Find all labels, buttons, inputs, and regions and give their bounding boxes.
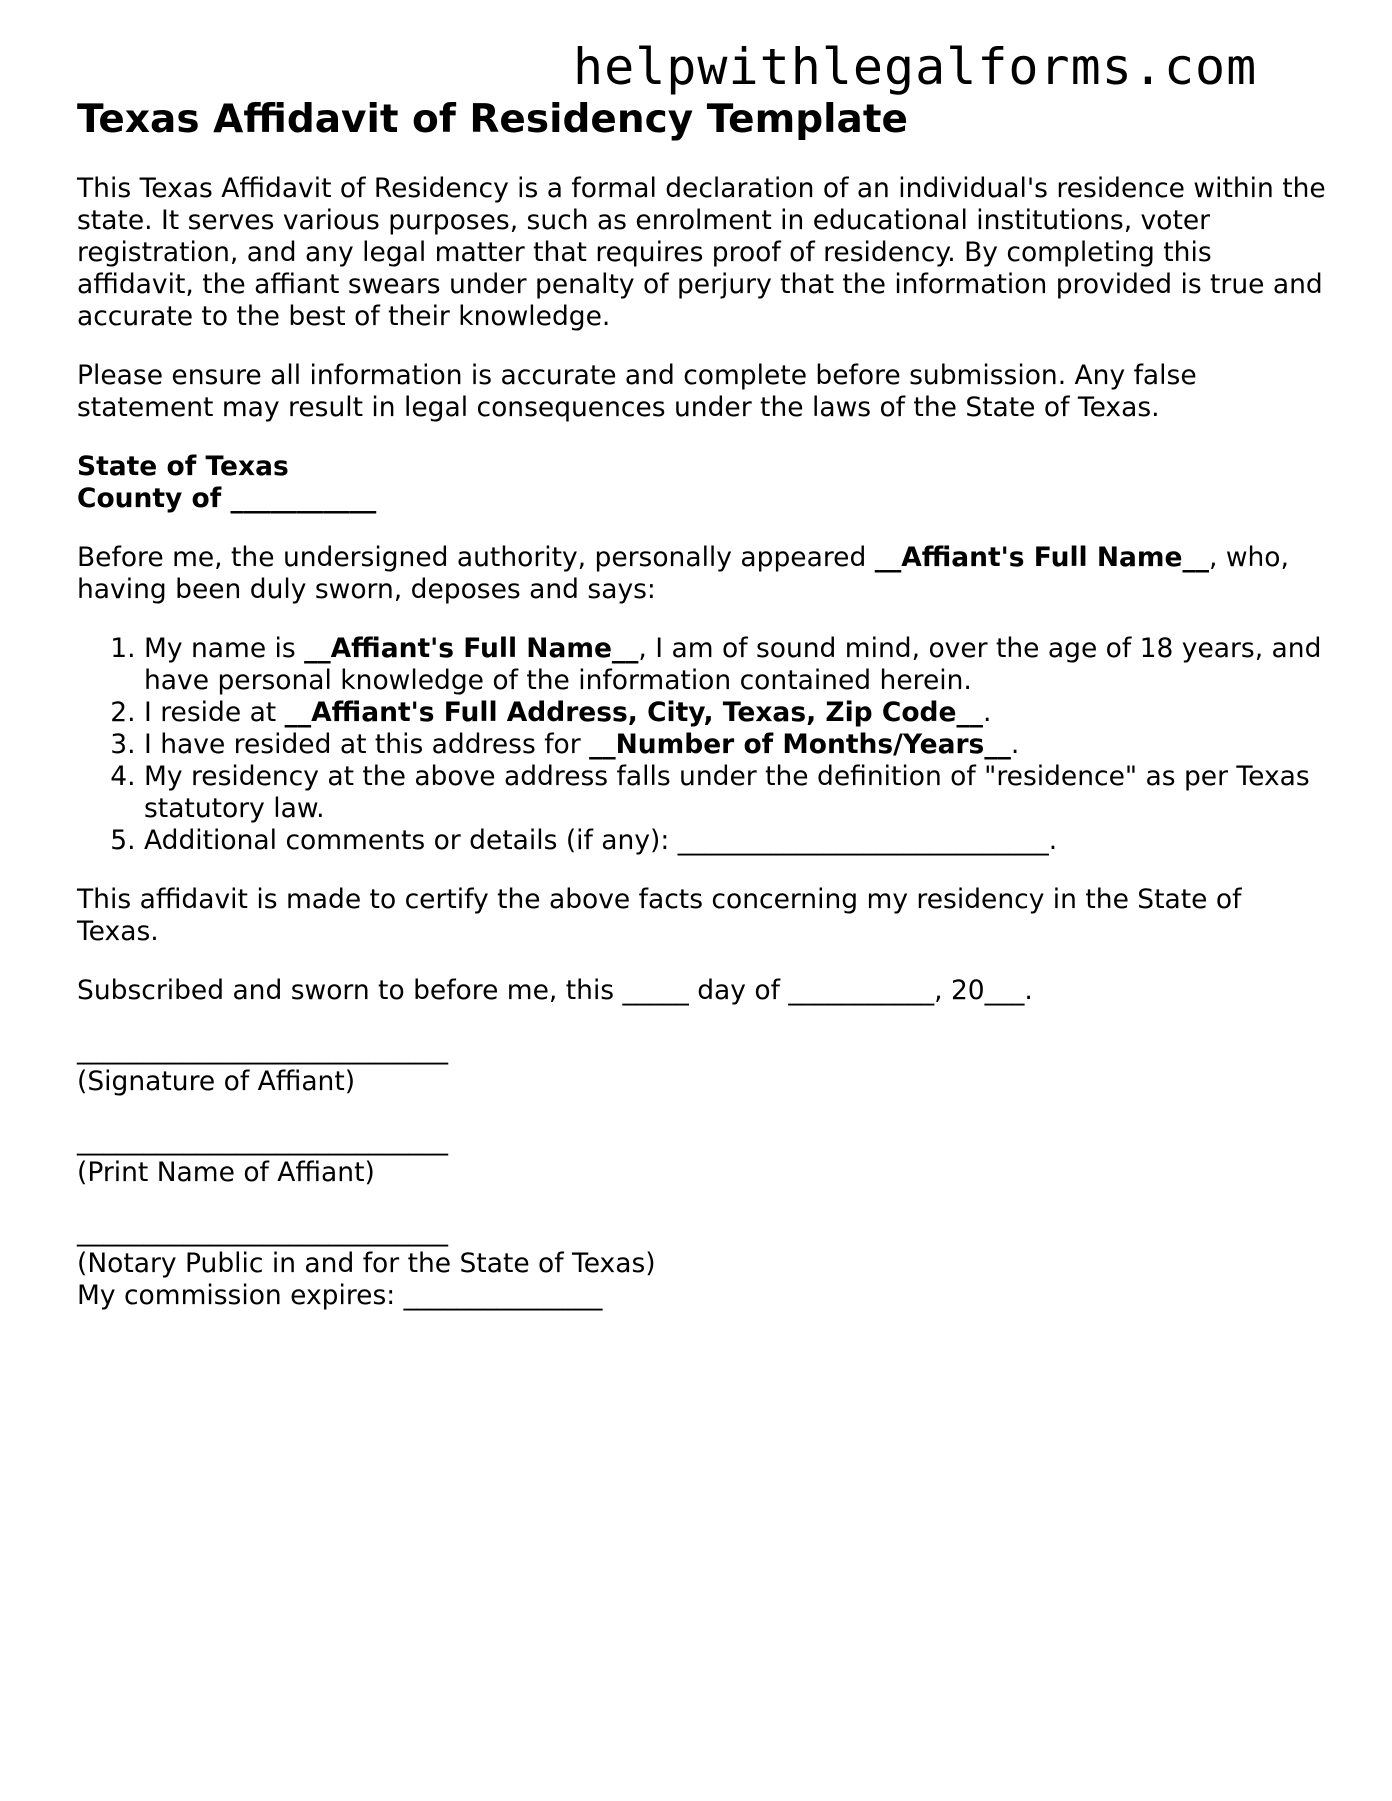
notary-block (77, 1216, 1327, 1312)
print-name-label: (Print Name of Affiant) (77, 1157, 375, 1188)
list-item (144, 729, 1327, 761)
print-name-line: ____________________________ (77, 1125, 448, 1156)
document-page (77, 96, 1327, 1312)
notary-signature-line: ____________________________ (77, 1216, 448, 1247)
statement-field: __Number of Months/Years__ (589, 729, 1011, 760)
accuracy-note: Please ensure all information is accurate and complete before submission. Any false statement may result in legal consequences under the laws of the State of Texas. (77, 360, 1197, 423)
statement-text: My name is (144, 633, 305, 664)
watermark-site-name: helpwithlegalforms.com (573, 38, 1258, 96)
state-line: State of Texas (77, 451, 289, 482)
intro-paragraph: This Texas Affidavit of Residency is a formal declaration of an individual's residence within the state. It serves various purposes, such as enrolment in educational institutions, voter registration, and any legal matter that requires proof of residency. By completing this affidavit, the affiant swears under penalty of perjury that the information provided is true and accurate to the best of their knowledge. (77, 173, 1326, 332)
page-title: Texas Affidavit of Residency Template (77, 97, 908, 142)
affiant-name-field: __Affiant's Full Name__ (874, 542, 1209, 573)
statement-text-after: , I am of sound mind, over the age of 18 years, and have personal knowledge of the information contained herein. (144, 633, 1322, 696)
affiant-signature-block (77, 1034, 1327, 1098)
list-item (144, 825, 1327, 857)
statement-text: Additional comments or details (if any): ____________________________. (144, 825, 1058, 856)
statement-field: __Affiant's Full Name__ (304, 633, 639, 664)
list-item (144, 697, 1327, 729)
print-name-block (77, 1125, 1327, 1189)
affiant-signature-line: ____________________________ (77, 1034, 448, 1065)
statement-text-after: . (1010, 729, 1020, 760)
subscribed-line: Subscribed and sworn to before me, this _____ day of ___________, 20___. (77, 975, 1033, 1006)
venue-block (77, 451, 1327, 515)
list-item (144, 633, 1327, 697)
notary-label: (Notary Public in and for the State of Texas) (77, 1248, 656, 1279)
affiant-signature-label: (Signature of Affiant) (77, 1066, 356, 1097)
commission-expires: My commission expires: _______________ (77, 1280, 603, 1311)
statement-text: My residency at the above address falls under the definition of "residence" as per Texas statutory law. (144, 761, 1310, 824)
appearance-text-after: , who, having been duly sworn, deposes and says: (77, 542, 1289, 605)
statement-text: I reside at (144, 697, 285, 728)
statement-field: __Affiant's Full Address, City, Texas, Zip Code__ (284, 697, 983, 728)
statement-text-after: . (982, 697, 992, 728)
certify-paragraph: This affidavit is made to certify the above facts concerning my residency in the State of Texas. (77, 884, 1242, 947)
appearance-text-before: Before me, the undersigned authority, personally appeared (77, 542, 875, 573)
statement-text: I have resided at this address for (144, 729, 590, 760)
statements-list (77, 633, 1327, 857)
list-item (144, 761, 1327, 825)
appearance-paragraph (77, 542, 1327, 606)
county-line: County of ___________ (77, 483, 377, 514)
